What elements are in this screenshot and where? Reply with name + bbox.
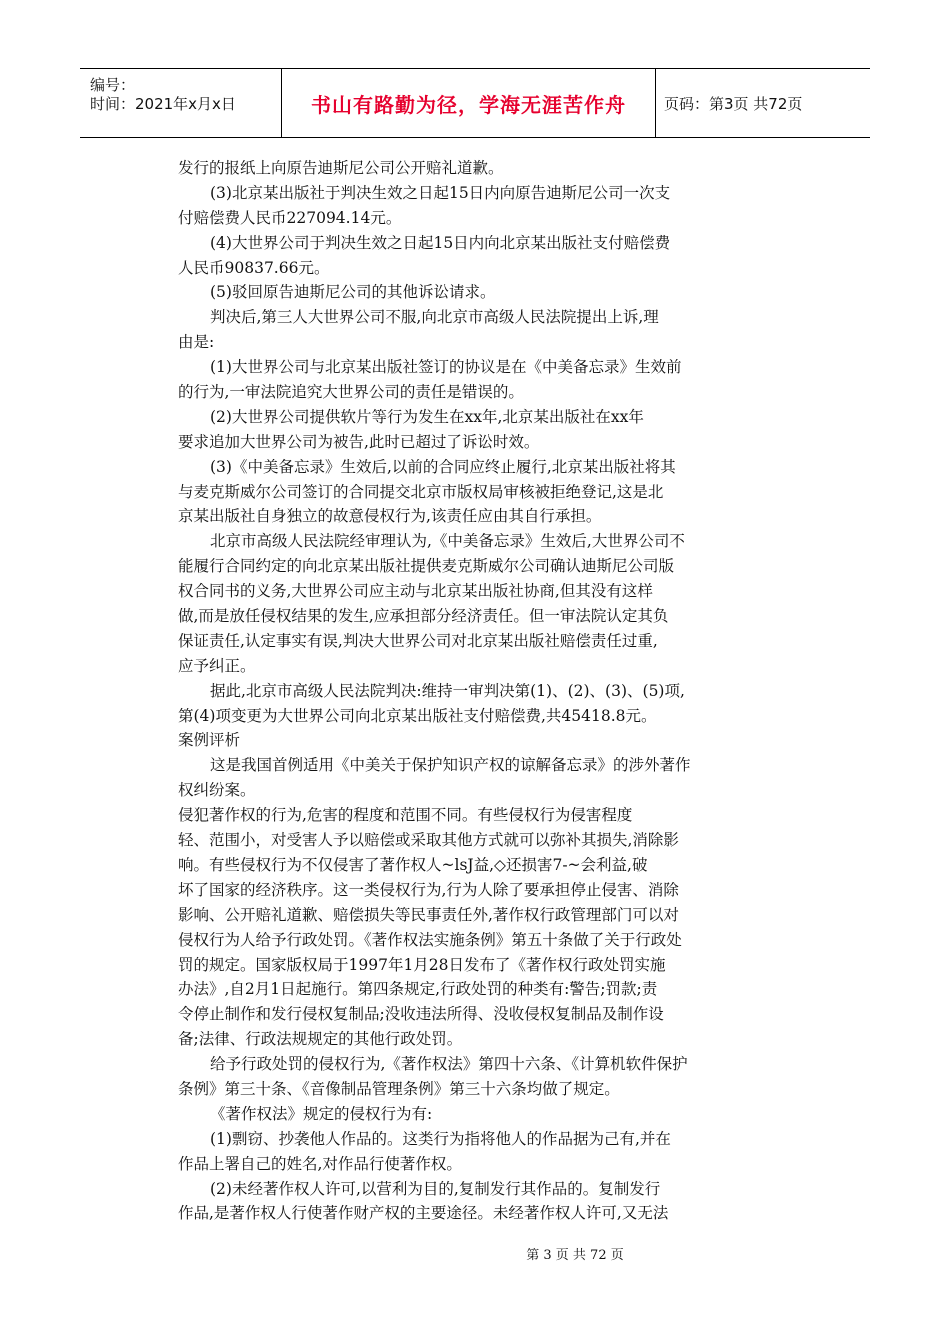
header-code-label: 编号：	[90, 76, 136, 94]
text-line: 由是:	[178, 333, 215, 352]
text-line: 影响、公开赔礼道歉、赔偿损失等民事责任外,著作权行政管理部门可以对	[178, 905, 679, 924]
text-line: 京某出版社自身独立的故意侵权行为,该责任应由其自行承担。	[178, 507, 602, 526]
text-line: 备;法律、行政法规规定的其他行政处罚。	[178, 1030, 463, 1049]
text-line: (3)北京某出版社于判决生效之日起15日内向原告迪斯尼公司一次支	[210, 183, 671, 202]
text-line: (2)大世界公司提供软片等行为发生在xx年,北京某出版社在xx年	[210, 407, 644, 426]
text-line: 令停止制作和发行侵权复制品;没收违法所得、没收侵权复制品及制作设	[178, 1005, 664, 1024]
text-line: 权纠纷案。	[178, 781, 256, 800]
text-line: 响。有些侵权行为不仅侵害了著作权人~lsJ益,◇还损害7-~会利益,破	[178, 855, 648, 874]
text-line: 与麦克斯威尔公司签订的合同提交北京市版权局审核被拒绝登记,这是北	[178, 482, 664, 501]
text-line: 能履行合同约定的向北京某出版社提供麦克斯威尔公司确认迪斯尼公司版	[178, 557, 675, 576]
text-line: (2)未经著作权人许可,以营利为目的,复制发行其作品的。复制发行	[210, 1179, 661, 1198]
text-line: 第(4)项变更为大世界公司向北京某出版社支付赔偿费,共45418.8元。	[178, 706, 657, 725]
text-line: 保证责任,认定事实有误,判决大世界公司对北京某出版社赔偿责任过重,	[178, 631, 658, 650]
header-meta	[80, 69, 282, 137]
header-date: 时间：2021年x月x日	[90, 95, 236, 113]
header-motto: 书山有路勤为径，学海无涯苦作舟	[311, 92, 626, 117]
text-line: (1)剽窃、抄袭他人作品的。这类行为指将他人的作品据为己有,并在	[210, 1129, 671, 1148]
text-line: 罚的规定。国家版权局于1997年1月28日发布了《著作权行政处罚实施	[178, 955, 666, 974]
text-line: (5)驳回原告迪斯尼公司的其他诉讼请求。	[210, 283, 496, 302]
text-line: 侵犯著作权的行为,危害的程度和范围不同。有些侵权行为侵害程度	[178, 806, 633, 825]
text-line: (1)大世界公司与北京某出版社签订的协议是在《中美备忘录》生效前	[210, 358, 682, 377]
text-line: 这是我国首例适用《中美关于保护知识产权的谅解备忘录》的涉外著作	[210, 756, 691, 775]
text-line: 作品上署自己的姓名,对作品行使著作权。	[178, 1154, 462, 1173]
text-line: 权合同书的义务,大世界公司应主动与北京某出版社协商,但其没有这样	[178, 582, 653, 601]
text-line: 坏了国家的经济秩序。这一类侵权行为,行为人除了要承担停止侵害、消除	[178, 880, 679, 899]
page-header	[80, 68, 870, 138]
text-line: 《著作权法》规定的侵权行为有:	[210, 1104, 433, 1123]
text-line: 轻、范围小，对受害人予以赔偿或采取其他方式就可以弥补其损失,消除影	[178, 831, 679, 850]
text-line: 条例》第三十条、《音像制品管理条例》第三十六条均做了规定。	[178, 1079, 620, 1098]
text-line: 据此,北京市高级人民法院判决:维持一审判决第(1)、(2)、(3)、(5)项,	[210, 681, 685, 700]
text-line: 人民币90837.66元。	[178, 258, 330, 277]
text-line: 付赔偿费人民币227094.14元。	[178, 208, 402, 227]
text-line: 发行的报纸上向原告迪斯尼公司公开赔礼道歉。	[178, 159, 504, 177]
text-line: 判决后,第三人大世界公司不服,向北京市高级人民法院提出上诉,理	[210, 308, 659, 327]
page-footer	[0, 1244, 950, 1263]
text-line: 要求追加大世界公司为被告,此时已超过了诉讼时效。	[178, 432, 540, 451]
header-motto-cell	[282, 69, 656, 137]
text-line: 办法》,自2月1日起施行。第四条规定,行政处罚的种类有:警告;罚款;责	[178, 980, 658, 999]
text-line: (4)大世界公司于判决生效之日起15日内向北京某出版社支付赔偿费	[210, 233, 671, 252]
text-line: 作品,是著作权人行使著作财产权的主要途径。未经著作权人许可,又无法	[178, 1204, 669, 1223]
footer-page-number: 第 3 页 共 72 页	[526, 1248, 624, 1263]
text-line: 侵权行为人给予行政处罚。《著作权法实施条例》第五十条做了关于行政处	[178, 930, 682, 949]
text-line: 的行为,一审法院追究大世界公司的责任是错误的。	[178, 383, 524, 402]
header-page-cell	[656, 69, 870, 137]
text-line: 北京市高级人民法院经审理认为,《中美备忘录》生效后,大世界公司不	[210, 532, 685, 551]
text-line: (3)《中美备忘录》生效后,以前的合同应终止履行,北京某出版社将其	[210, 457, 676, 476]
text-line: 做,而是放任侵权结果的发生,应承担部分经济责任。但一审法院认定其负	[178, 607, 669, 626]
text-line: 应予纠正。	[178, 656, 256, 675]
text-line: 案例评析	[178, 731, 241, 750]
text-line: 给予行政处罚的侵权行为,《著作权法》第四十六条、《计算机软件保护	[210, 1055, 688, 1074]
document-body	[178, 156, 738, 1226]
header-page-info: 页码：第3页 共72页	[664, 94, 803, 113]
